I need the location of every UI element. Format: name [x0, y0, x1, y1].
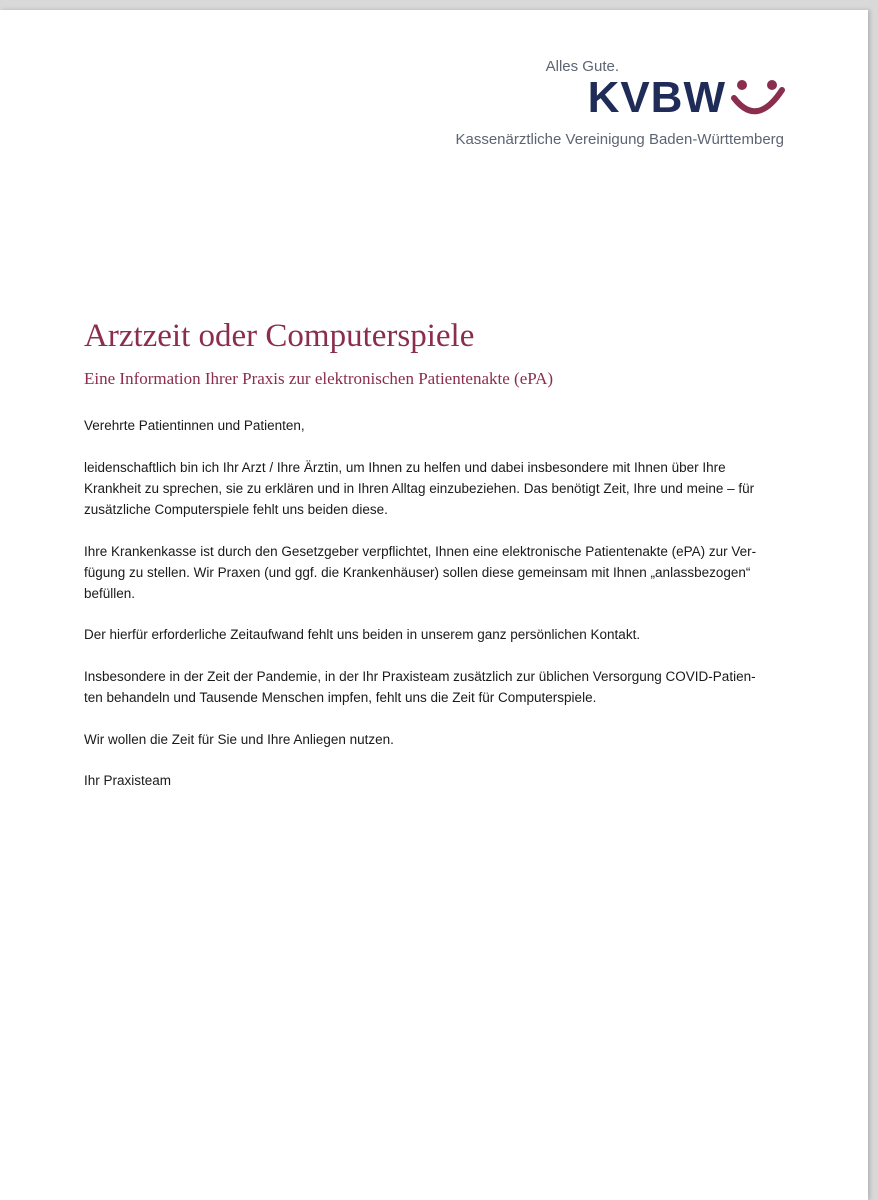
kvbw-logo: [587, 73, 786, 122]
paragraph-1-line-2: Krankheit zu sprechen, sie zu erklären und in Ihren Alltag einzubeziehen. Das benötigt Zeit, Ihre und meine – für: [84, 481, 755, 496]
paragraph-5-line-1: Wir wollen die Zeit für Sie und Ihre Anliegen nutzen.: [84, 732, 394, 747]
letter-page: [0, 10, 868, 1200]
brand-tagline: Alles Gute.: [545, 58, 619, 75]
paragraph-4: [84, 666, 794, 708]
organization-name: Kassenärztliche Vereinigung Baden-Württemberg: [455, 131, 784, 148]
paragraph-2-line-2: fügung zu stellen. Wir Praxen (und ggf. die Krankenhäuser) sollen diese gemeinsam mit Ihnen „anlassbezogen“: [84, 565, 751, 580]
logo-wordmark: KVBW: [587, 73, 726, 122]
salutation: [84, 415, 794, 436]
paragraph-4-line-2: ten behandeln und Tausende Menschen impfen, fehlt uns die Zeit für Computerspiele.: [84, 690, 597, 705]
document-subtitle: Eine Information Ihrer Praxis zur elektronischen Patientenakte (ePA): [84, 369, 554, 388]
closing: [84, 770, 794, 791]
closing-text: Ihr Praxisteam: [84, 773, 172, 788]
paragraph-2: [84, 541, 794, 604]
paragraph-2-line-1: Ihre Krankenkasse ist durch den Gesetzgeber verpflichtet, Ihnen eine elektronische Patientenakte (ePA) zur Ver-: [84, 544, 757, 559]
salutation-text: Verehrte Patientinnen und Patienten,: [84, 418, 305, 433]
document-title: Arztzeit oder Computerspiele: [84, 318, 475, 354]
paragraph-3-line-1: Der hierfür erforderliche Zeitaufwand fehlt uns beiden in unserem ganz persönlichen Kontakt.: [84, 627, 641, 642]
paragraph-4-line-1: Insbesondere in der Zeit der Pandemie, in der Ihr Praxisteam zusätzlich zur üblichen Versorgung COVID-Patien-: [84, 669, 756, 684]
paragraph-3: [84, 624, 794, 645]
smile-icon: [728, 76, 786, 120]
paragraph-1-line-1: leidenschaftlich bin ich Ihr Arzt / Ihre Ärztin, um Ihnen zu helfen und dabei insbesondere mit Ihnen über Ihre: [84, 460, 726, 475]
paragraph-1: [84, 457, 794, 520]
paragraph-2-line-3: befüllen.: [84, 586, 136, 601]
paragraph-5: [84, 729, 794, 750]
paragraph-1-line-3: zusätzliche Computerspiele fehlt uns beiden diese.: [84, 502, 388, 517]
